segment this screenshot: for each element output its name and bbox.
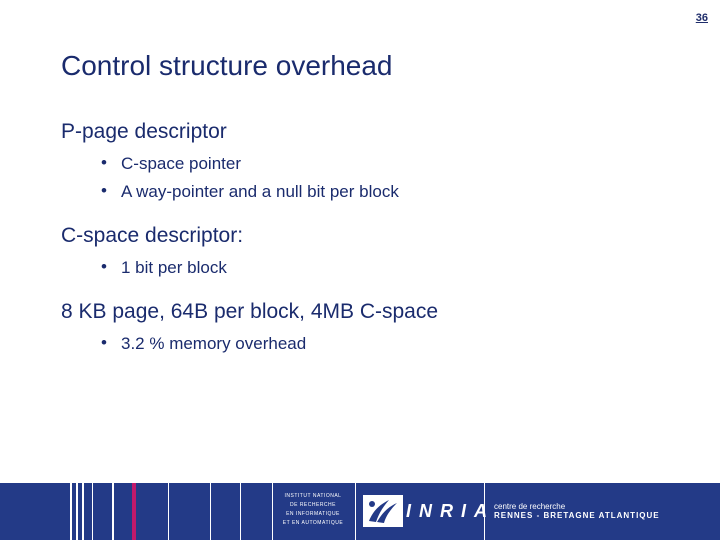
decorative-bar bbox=[92, 483, 93, 540]
bullet-item: • A way-pointer and a null bit per block bbox=[101, 178, 681, 206]
slide-content bbox=[61, 118, 681, 374]
decorative-bar bbox=[355, 483, 356, 540]
bullet-item: • 1 bit per block bbox=[101, 254, 681, 282]
inria-footer-banner bbox=[0, 483, 720, 540]
bullet-item: • C-space pointer bbox=[101, 150, 681, 178]
bullet-item: • 3.2 % memory overhead bbox=[101, 330, 681, 358]
decorative-bar bbox=[272, 483, 273, 540]
page-number: 36 bbox=[695, 12, 708, 24]
slide-title: Control structure overhead bbox=[61, 50, 393, 81]
section-heading: P-page descriptor bbox=[61, 120, 227, 143]
decorative-bar bbox=[210, 483, 211, 540]
decorative-bar bbox=[112, 483, 114, 540]
bullet-icon: • bbox=[101, 153, 107, 172]
inria-wordmark: INRIA bbox=[406, 501, 495, 521]
rennes-label: RENNES - BRETAGNE ATLANTIQUE bbox=[494, 511, 660, 520]
decorative-bar bbox=[168, 483, 169, 540]
decorative-bar bbox=[240, 483, 241, 540]
decorative-bar bbox=[82, 483, 84, 540]
section-c-space bbox=[61, 222, 681, 282]
institute-text: INSTITUT NATIONAL DE RECHERCHE EN INFORMATIQUE ET EN AUTOMATIQUE bbox=[282, 493, 344, 526]
section-heading: C-space descriptor: bbox=[61, 224, 244, 247]
section-heading: 8 KB page, 64B per block, 4MB C-space bbox=[61, 300, 439, 323]
bullet-icon: • bbox=[101, 333, 107, 352]
section-p-page bbox=[61, 118, 681, 206]
decorative-bar bbox=[132, 483, 136, 540]
decorative-bar bbox=[76, 483, 78, 540]
centre-label: centre de recherche bbox=[494, 502, 566, 511]
decorative-bar bbox=[70, 483, 72, 540]
inria-logo-icon bbox=[363, 495, 403, 527]
section-overhead bbox=[61, 298, 681, 358]
bullet-icon: • bbox=[101, 257, 107, 276]
bullet-icon: • bbox=[101, 181, 107, 200]
